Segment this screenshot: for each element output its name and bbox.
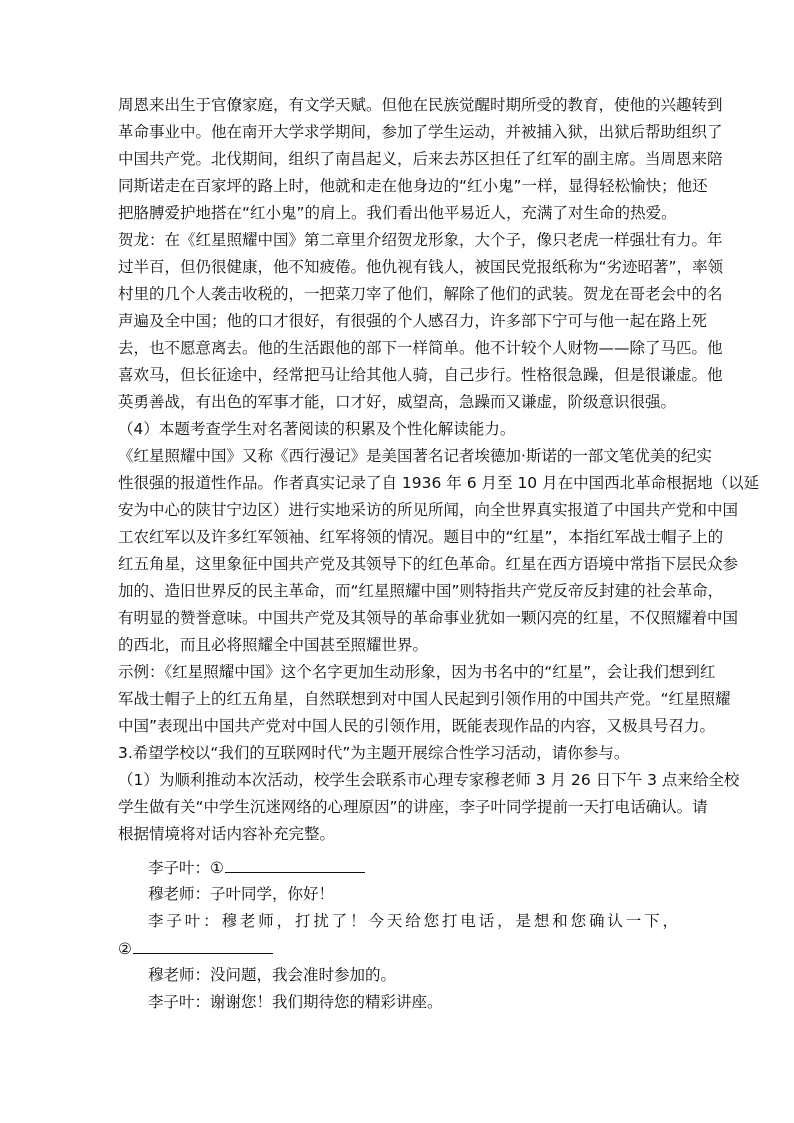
text-line: （1）为顺利推动本次活动，校学生会联系市心理专家穆老师 3 月 26 日下午 3 点来给全校: [118, 771, 740, 789]
text-line: 去，也不愿意离去。他的生活跟他的部下一样简单。他不计较个人财物——除了马匹。他: [118, 339, 723, 357]
dialogue-line-4: [118, 935, 678, 962]
text-line: 有明显的赞誉意味。中国共产党及其领导的革命事业犹如一颗闪亮的红星，不仅照耀着中国: [118, 609, 739, 627]
text-line: 工农红军以及许多红军领袖、红军将领的情况。题目中的“红星”，本指红军战士帽子上的: [118, 528, 724, 546]
text-line: 《红星照耀中国》又称《西行漫记》是美国著名记者埃德加·斯诺的一部文笔优美的纪实: [118, 447, 712, 465]
text-line: 加的、造旧世界反的民主革命，而“红星照耀中国”则特指共产党反帝反封建的社会革命，: [118, 582, 724, 600]
text-line: 中国共产党。北伐期间，组织了南昌起义，后来去苏区担任了红军的副主席。当周恩来陪: [118, 150, 723, 168]
text-line: 安为中心的陕甘宁边区）进行实地采访的所见所闻，向全世界真实报道了中国共产党和中国: [118, 501, 739, 519]
text-line: 性很强的报道性作品。作者真实记录了自 1936 年 6 月至 10 月在中国西北革命根据地（以延: [118, 474, 760, 492]
text-line: 示例：《红星照耀中国》这个名字更加生动形象，因为书名中的“红星”，会让我们想到红: [118, 663, 716, 681]
dialogue-speaker-text: 李子叶：①: [148, 859, 224, 877]
question-3-heading: 3.希望学校以“我们的互联网时代”为主题开展综合性学习活动，请你参与。: [118, 744, 630, 762]
question-3-1: [118, 767, 740, 848]
document-page: [118, 92, 760, 1016]
dialogue-line-6: 李子叶：谢谢您！我们期待您的精彩讲座。: [148, 993, 443, 1011]
text-line: 根据情境将对话内容补充完整。: [118, 825, 336, 843]
dialogue-line-5: 穆老师：没问题，我会准时参加的。: [148, 966, 397, 984]
text-line: 村里的几个人袭击收税的，一把菜刀宰了他们，解除了他们的武装。贺龙在哥老会中的名: [118, 285, 723, 303]
dialogue-line-2: 穆老师：子叶同学，你好！: [148, 885, 335, 903]
text-line: 把胳膊爱护地搭在“红小鬼”的肩上。我们看出他平易近人，充满了对生命的热爱。: [118, 204, 677, 222]
answer-blank-1[interactable]: [225, 854, 365, 873]
dialogue: [118, 854, 678, 1016]
blank-marker: ②: [118, 940, 132, 958]
text-line: 革命事业中。他在南开大学求学期间，参加了学生运动，并被捕入狱，出狱后帮助组织了: [118, 123, 723, 141]
text-line: 贺龙：在《红星照耀中国》第二章里介绍贺龙形象，大个子，像只老虎一样强壮有力。年: [118, 231, 723, 249]
dialogue-line-1: [118, 854, 678, 881]
answer-blank-2[interactable]: [133, 935, 273, 954]
paragraph-red-star: [118, 443, 760, 659]
text-line: 过半百，但仍很健康，他不知疲倦。他仇视有钱人，被国民党报纸称为“劣迹昭著”，率领: [118, 258, 724, 276]
paragraph-he-long: [118, 227, 724, 416]
text-line: 同斯诺走在百家坪的路上时，他就和走在他身边的“红小鬼”一样，显得轻松愉快；他还: [118, 177, 708, 195]
dialogue-line-3: 李子叶：穆老师，打扰了！今天给您打电话，是想和您确认一下，: [148, 912, 678, 930]
text-line: 中国”表现出中国共产党对中国人民的引领作用，既能表现作品的内容，又极具号召力。: [118, 717, 716, 735]
text-line: 声遍及全中国；他的口才很好，有很强的个人感召力，许多部下宁可与他一起在路上死: [118, 312, 708, 330]
text-line: 周恩来出生于官僚家庭，有文学天赋。但他在民族觉醒时期所受的教育，使他的兴趣转到: [118, 96, 723, 114]
text-line: 英勇善战，有出色的军事才能，口才好，威望高，急躁而又谦虚，阶级意识很强。: [118, 393, 677, 411]
text-line: 军战士帽子上的红五角星，自然联想到对中国人民起到引领作用的中国共产党。“红星照耀: [118, 690, 731, 708]
text-line: 红五角星，这里象征中国共产党及其领导下的红色革命。红星在西方语境中常指下层民众参: [118, 555, 739, 573]
paragraph-example: [118, 659, 731, 740]
text-line: 的西北，而且必将照耀全中国甚至照耀世界。: [118, 636, 429, 654]
text-line: 学生做有关“中学生沉迷网络的心理原因”的讲座，李子叶同学提前一天打电话确认。请: [118, 798, 708, 816]
paragraph-zhou-enlai: [118, 92, 723, 227]
item-4-title: （4）本题考查学生对名著阅读的积累及个性化解读能力。: [118, 420, 516, 438]
text-line: 喜欢马，但长征途中，经常把马让给其他人骑，自己步行。性格很急躁，但是很谦虚。他: [118, 366, 723, 384]
